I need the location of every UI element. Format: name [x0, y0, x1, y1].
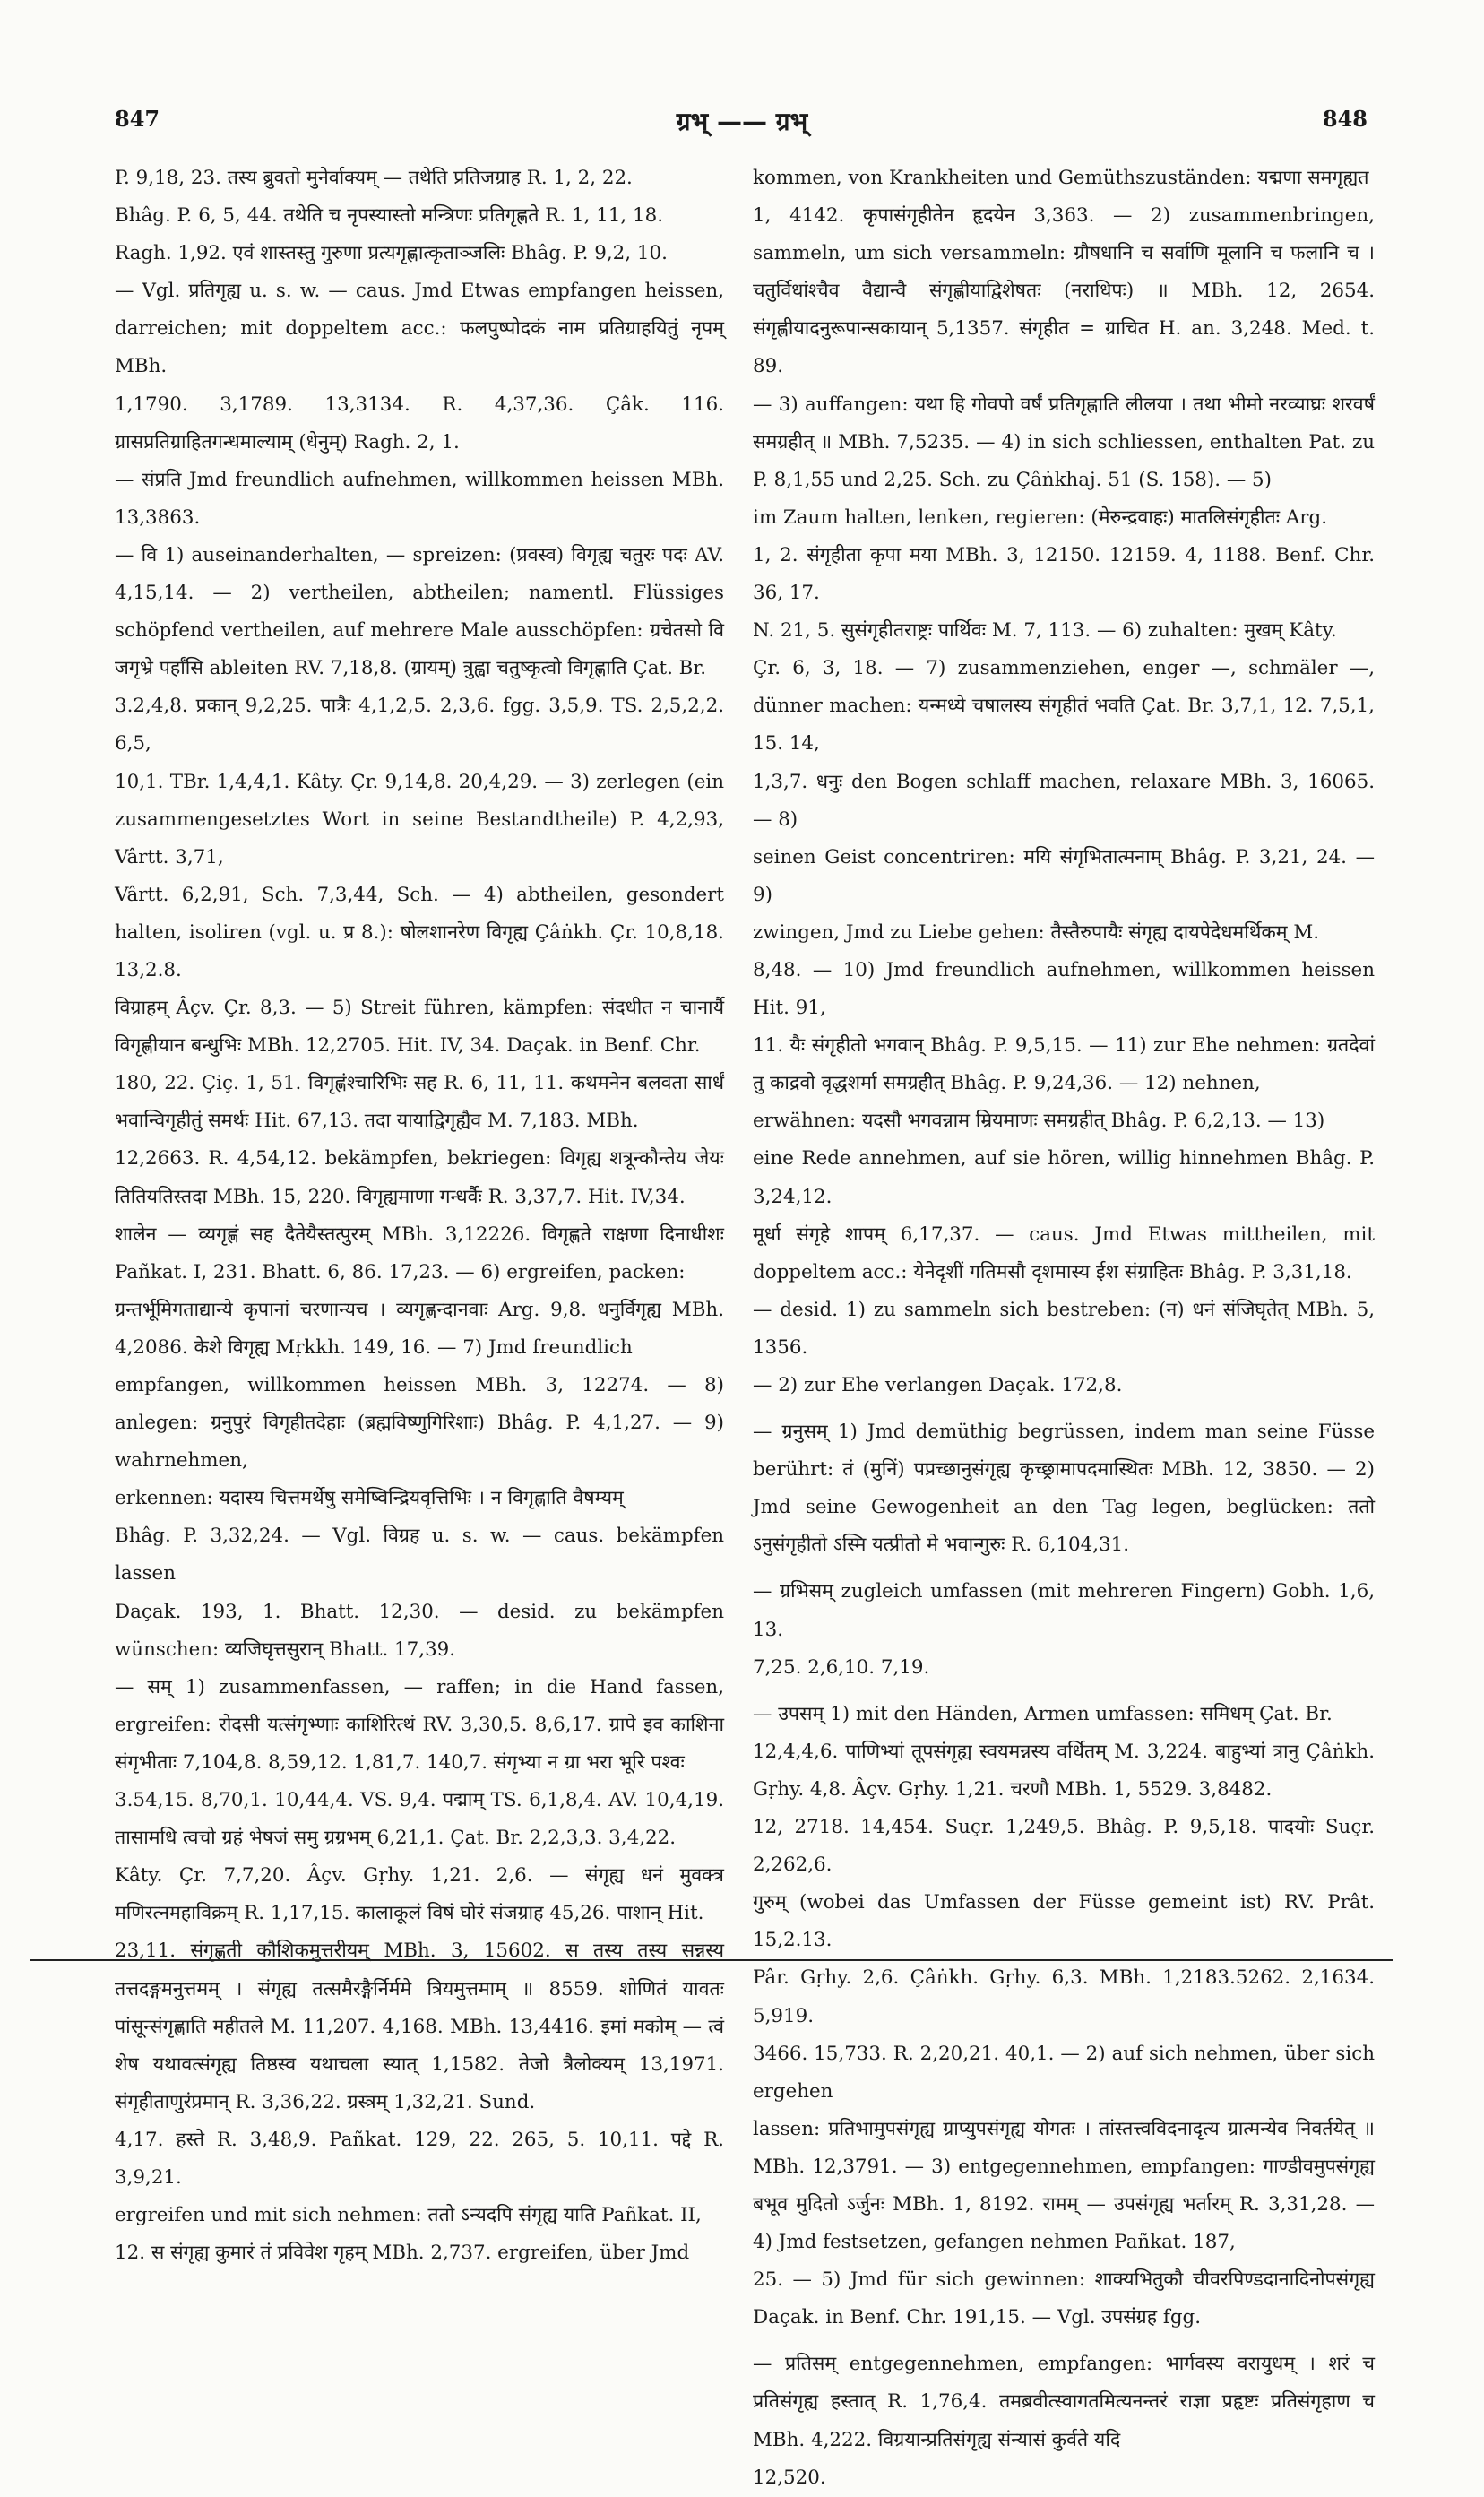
dictionary-line: गुरुम् (wobei das Umfassen der Füsse gemeint ist) RV. Prât. 15,2.13. [753, 1891, 1375, 1952]
dictionary-line: 1, 2. संगृहीता कृपा मया MBh. 3, 12150. 12159. 4, 1188. Benf. Chr. 36, 17. [753, 543, 1375, 605]
dictionary-line: शालेन — व्यगृह्णं सह दैतेयैस्तत्पुरम् MBh. 3,12226. विगृह्णते राक्षणा दिनाधीशः Pañkat. I, 231. Bhatt. 6, 86. 17,23. — 6) ergreifen, packen: [115, 1223, 724, 1283]
dictionary-line: — Vgl. प्रतिगृह्य u. s. w. — caus. Jmd Etwas empfangen heissen, darreichen; mit doppeltem acc.: फलपुष्पोदकं नाम प्रतिग्राहयितुं नृपम् MBh. [115, 280, 724, 378]
entry-vi: — वि 1) auseinanderhalten, — spreizen: (प्रवस्व) विगृह्य चतुरः पदः AV. 4,15,14. — 2) vertheilen, abtheilen; namentl. Flüssiges schöpfend vertheilen, auf mehrere Male ausschöpfen: ग्रचेतसो वि जगृभ्रे पर्हांसि ableiten RV. 7,18,8. (ग्रायम्) त्रुह्वा चतुष्कृत्वो विगृह्णाति Çat. Br. [115, 543, 724, 680]
dictionary-line: 25. — 5) Jmd für sich gewinnen: शाक्यभितुकौ चीवरपिण्डदानादिनोपसंगृह्य Daçak. in Benf. Chr. 191,15. — Vgl. उपसंग्रह fgg. [753, 2268, 1375, 2329]
dictionary-line: Bhâg. P. 6, 5, 44. तथेति च नृपस्यास्तो मन्त्रिणः प्रतिगृह्णते R. 1, 11, 18. [115, 204, 664, 228]
dictionary-line: P. 9,18, 23. तस्य ब्रुवतो मुनेर्वाक्यम् — तथेति प्रतिजग्राह R. 1, 2, 22. [115, 167, 633, 189]
page-number-left: 847 [115, 106, 160, 132]
dictionary-line: 4,17. हस्ते R. 3,48,9. Pañkat. 129, 22. 265, 5. 10,11. पद्दे R. 3,9,21. [115, 2128, 724, 2189]
dictionary-line: Ragh. 1,92. एवं शास्तस्तु गुरुणा प्रत्यगृह्णात्कृताञ्जलिः Bhâg. P. 9,2, 10. [115, 242, 668, 265]
dictionary-line: 12,2663. R. 4,54,12. bekämpfen, bekriegen: विगृह्य शत्रून्कौन्तेय जेयः तितियतिस्तदा MBh. 15, 220. विगृह्यमाणा गन्धर्वैः R. 3,37,7. Hit. IV,34. [115, 1147, 724, 1208]
dictionary-line: Pâr. Gṛhy. 2,6. Çâṅkh. Gṛhy. 6,3. MBh. 1,2183.5262. 2,1634. 5,919. [753, 1966, 1375, 2027]
entry-pratisam: — प्रतिसम् entgegennehmen, empfangen: भार्गवस्य वरायुधम् । शरं च प्रतिसंगृह्य हस्तात् R. 1,76,4. तमब्रवीत्स्वागतमित्यनन्तरं राज्ञा प्रहृष्टः प्रतिसंगृहाण च MBh. 4,222. विग्रयान्प्रतिसंगृह्य संन्यासं कुर्वते यदि [753, 2353, 1375, 2451]
dictionary-line: 11. यैः संगृहीतो भगवान् Bhâg. P. 9,5,15. — 11) zur Ehe nehmen: ग्रतदेवां तु काद्रवो वृद्धशर्मा समग्रहीत् Bhâg. P. 9,24,36. — 12) nehnen, [753, 1034, 1375, 1095]
dictionary-line: kommen, von Krankheiten und Gemüthszuständen: यद्मणा समगृह्यत [753, 167, 1369, 189]
dictionary-line: — 3) auffangen: यथा हि गोवपो वर्षं प्रतिगृह्णाति लीलया । तथा भीमो नरव्याघ्रः शरवर्षं समग्रहीत् ॥ MBh. 7,5235. — 4) in sich schliessen, enthalten Pat. zu P. 8,1,55 und 2,25. Sch. zu Çâṅkhaj. 51 (S. 158). — 5) [753, 393, 1375, 491]
dictionary-line: erkennen: यदास्य चित्तमर्थेषु समेष्विन्द्रियवृत्तिभिः । न विगृह्णाति वैषम्यम् [115, 1487, 624, 1510]
dictionary-line: lassen: प्रतिभामुपसंगृह्य ग्राप्युपसंगृह्य योगतः । तांस्तत्त्वविदनादृत्य ग्रात्मन्येव निवर्तयेत् ॥ MBh. 12,3791. — 3) entgegennehmen, empfangen: गाण्डीवमुपसंगृह्य बभूव मुदितो ऽर्जुनः MBh. 1, 8192. रामम् — उपसंगृह्य भर्तारम् R. 3,31,28. — 4) Jmd festsetzen, gefangen nehmen Pañkat. 187, [753, 2117, 1375, 2254]
dictionary-line: empfangen, willkommen heissen MBh. 3, 12274. — 8) anlegen: ग्रनुपुरं विगृहीतदेहाः (ब्रह्मविष्णुगिरिशाः) Bhâg. P. 4,1,27. — 9) wahrnehmen, [115, 1374, 724, 1473]
dictionary-line: 1,3,7. धनुः den Bogen schlaff machen, relaxare MBh. 3, 16065. — 8) [753, 770, 1375, 831]
dictionary-line: Vârtt. 6,2,91, Sch. 7,3,44, Sch. — 4) abtheilen, gesondert halten, isoliren (vgl. u. प्र 8.): षोलशानरेण विगृह्य Çâṅkh. Çr. 10,8,18. 13,2.8. [115, 883, 724, 981]
dictionary-line: 3466. 15,733. R. 2,20,21. 40,1. — 2) auf sich nehmen, über sich ergehen [753, 2042, 1375, 2103]
dictionary-line: im Zaum halten, lenken, regieren: (मेरुन्द्रवाहः) मातलिसंगृहीतः Arg. [753, 505, 1328, 529]
dictionary-line: N. 21, 5. सुसंगृहीतराष्ट्रः पार्थिवः M. 7, 113. — 6) zuhalten: मुखम् Kâty. [753, 619, 1337, 643]
entry-upasam: — उपसम् 1) mit den Händen, Armen umfassen: समिधम् Çat. Br. [753, 1702, 1333, 1725]
dictionary-line: Kâty. Çr. 7,7,20. Âçv. Gṛhy. 1,21. 2,6. — संगृह्य धनं मुवक्त्र मणिरत्नमहाविक्रम् R. 1,17,15. कालाकूलं विषं घोरं संजग्राह 45,26. पाशान् Hit. [115, 1864, 724, 1925]
dictionary-line: 23,11. संगृह्णती कौशिकमुत्तरीयम् MBh. 3, 15602. स तस्य तस्य सन्नस्य तत्तदङ्गमनुत्तमम् । संगृह्य तत्समैरङ्गैर्निर्ममे त्रियमुत्तमाम् ॥ 8559. शोणितं यावतः पांसून्संगृह्णाति महीतले M. 11,207. 4,168. MBh. 13,4416. इमां मकोम् — त्वं शेष यथावत्संगृह्य तिष्ठस्व यथाचला स्यात् 1,1582. तेजो त्रैलोक्यम् 13,1971. संगृहीताणुरंप्रमान् R. 3,36,22. ग्रस्त्रम् 1,32,21. Sund. [115, 1940, 724, 2113]
page-header [0, 106, 1484, 142]
footer-rule [30, 1959, 1393, 1961]
running-headword: ग्रभ् —— ग्रभ् [676, 107, 808, 136]
dictionary-line: मूर्धा संगृहे शापम् 6,17,37. — caus. Jmd Etwas mittheilen, mit doppeltem acc.: येनेदृशीं गतिमसौ दृशमास्य ईश संग्राहितः Bhâg. P. 3,31,18. [753, 1223, 1375, 1283]
dictionary-line: Bhâg. P. 3,32,24. — Vgl. विग्रह u. s. w. — caus. bekämpfen lassen [115, 1525, 724, 1585]
dictionary-line: seinen Geist concentriren: मयि संगृभितात्मनाम् Bhâg. P. 3,21, 24. — 9) [753, 845, 1375, 906]
entry-anusam: — ग्रनुसम् 1) Jmd demüthig begrüssen, indem man seine Füsse berührt: तं (मुनिं) पप्रच्छानुसंगृह्य कृच्छ्रामापदमास्थितः MBh. 12, 3850. — 2) Jmd seine Gewogenheit an den Tag legen, beglücken: ततो ऽनुसंगृहीतो ऽस्मि यत्प्रीतो मे भवान्गुरुः R. 6,104,31. [753, 1421, 1375, 1557]
dictionary-line: 12,520. [753, 2466, 826, 2489]
dictionary-line: 10,1. TBr. 1,4,4,1. Kâty. Çr. 9,14,8. 20,4,29. — 3) zerlegen (ein zusammengesetztes Wort in seine Bestandtheile) P. 4,2,93, Vârtt. 3,71, [115, 770, 724, 868]
dictionary-line: 12. स संगृह्य कुमारं तं प्रविवेश गृहम् MBh. 2,737. ergreifen, über Jmd [115, 2242, 690, 2265]
dictionary-line: erwähnen: यदसौ भगवन्नाम म्रियमाणः समग्रहीत् Bhâg. P. 6,2,13. — 13) [753, 1110, 1325, 1133]
dictionary-line: ergreifen und mit sich nehmen: ततो ऽन्यदपि संगृह्य याति Pañkat. II, [115, 2204, 702, 2227]
dictionary-line: 3.2,4,8. प्रकान् 9,2,25. पात्रैः 4,1,2,5. 2,3,6. fgg. 3,5,9. TS. 2,5,2,2. 6,5, [115, 695, 724, 756]
dictionary-line: 1, 4142. कृपासंगृहीतेन हृदयेन 3,363. — 2) zusammenbringen, sammeln, um sich versammeln: ग्रौषधानि च सर्वाणि मूलानि च फलानि च । चतुर्विधांश्चैव वैद्यान्वै संगृह्णीयाद्विशेषतः (नराधिपः) ॥ MBh. 12, 2654. संगृह्णीयादनुरूपान्सकायान् 5,1357. संगृहीत = ग्राचित H. an. 3,248. Med. t. 89. [753, 204, 1375, 378]
dictionary-line: eine Rede annehmen, auf sie hören, willig hinnehmen Bhâg. P. 3,24,12. [753, 1147, 1375, 1208]
page-number-right: 848 [1322, 106, 1368, 132]
dictionary-line: 12,4,4,6. पाणिभ्यां तूपसंगृह्य स्वयमन्नस्य वर्धितम् M. 3,224. बाहुभ्यां त्रानु Çâṅkh. Gṛhy. 4,8. Âçv. Gṛhy. 1,21. चरणौ MBh. 1, 5529. 3,8482. [753, 1740, 1375, 1801]
left-column [115, 160, 724, 2265]
dictionary-line: zwingen, Jmd zu Liebe gehen: तैस्तैरुपायैः संगृह्य दायपेदेधमर्थिकम् M. [753, 920, 1320, 944]
right-column [753, 160, 1375, 2489]
entry-abhisam: — ग्रभिसम् zugleich umfassen (mit mehreren Fingern) Gobh. 1,6, 13. [753, 1580, 1375, 1641]
dictionary-line: विग्राहम् Âçv. Çr. 8,3. — 5) Streit führen, kämpfen: संदधीत न चानार्यै विगृह्णीयान बन्धुभिः MBh. 12,2705. Hit. IV, 34. Daçak. in Benf. Chr. [115, 997, 724, 1058]
dictionary-line: 1,1790. 3,1789. 13,3134. R. 4,37,36. Çâk. 116. ग्रासप्रतिग्राहितगन्धमाल्याम् (धेनुम्) Ragh. 2, 1. [115, 393, 724, 454]
dictionary-line: Daçak. 193, 1. Bhatt. 12,30. — desid. zu bekämpfen wünschen: व्यजिघृत्तसुरान् Bhatt. 17,39. [115, 1600, 724, 1661]
dictionary-line: — 2) zur Ehe verlangen Daçak. 172,8. [753, 1374, 1123, 1396]
dictionary-line: 3.54,15. 8,70,1. 10,44,4. VS. 9,4. पद्माम् TS. 6,1,8,4. AV. 10,4,19. तासामधि त्वचो ग्रहं भेषजं समु ग्रग्रभम् 6,21,1. Çat. Br. 2,2,3,3. 3,4,22. [115, 1789, 724, 1850]
entry-sam: — सम् 1) zusammenfassen, — raffen; in die Hand fassen, ergreifen: रोदसी यत्संगृभ्णाः काशिरित्थं RV. 3,30,5. 8,6,17. ग्रापे इव काशिना संगृभीताः 7,104,8. 8,59,12. 1,81,7. 140,7. संगृभ्या न ग्रा भरा भूरि पश्वः [115, 1675, 724, 1774]
dictionary-line: 180, 22. Çiç. 1, 51. विगृह्णंश्चारिभिः सह R. 6, 11, 11. कथमनेन बलवता सार्धं भवान्विगृहीतुं समर्थः Hit. 67,13. तदा यायाद्विगृह्यैव M. 7,183. MBh. [115, 1072, 724, 1133]
entry-samprati: — संप्रति Jmd freundlich aufnehmen, willkommen heissen MBh. 13,3863. [115, 468, 724, 529]
dictionary-line: 8,48. — 10) Jmd freundlich aufnehmen, willkommen heissen Hit. 91, [753, 958, 1375, 1020]
dictionary-line: 7,25. 2,6,10. 7,19. [753, 1655, 930, 1679]
dictionary-line: ग्रन्तर्भूमिगताद्यान्ये कृपानां चरणान्यच । व्यगृह्णन्दानवाः Arg. 9,8. धनुर्विगृह्य MBh. 4,2086. केशे विगृह्य Mṛkkh. 149, 16. — 7) Jmd freundlich [115, 1298, 724, 1359]
dictionary-line: 12, 2718. 14,454. Suçr. 1,249,5. Bhâg. P. 9,5,18. पादयोः Suçr. 2,262,6. [753, 1816, 1375, 1877]
dictionary-line: Çr. 6, 3, 18. — 7) zusammenziehen, enger —, schmäler —, dünner machen: यन्मध्ये चषालस्य संगृहीतं भवति Çat. Br. 3,7,1, 12. 7,5,1, 15. 14, [753, 657, 1375, 756]
dictionary-line: — desid. 1) zu sammeln sich bestreben: (न) धनं संजिघृतेत् MBh. 5, 1356. [753, 1298, 1375, 1359]
